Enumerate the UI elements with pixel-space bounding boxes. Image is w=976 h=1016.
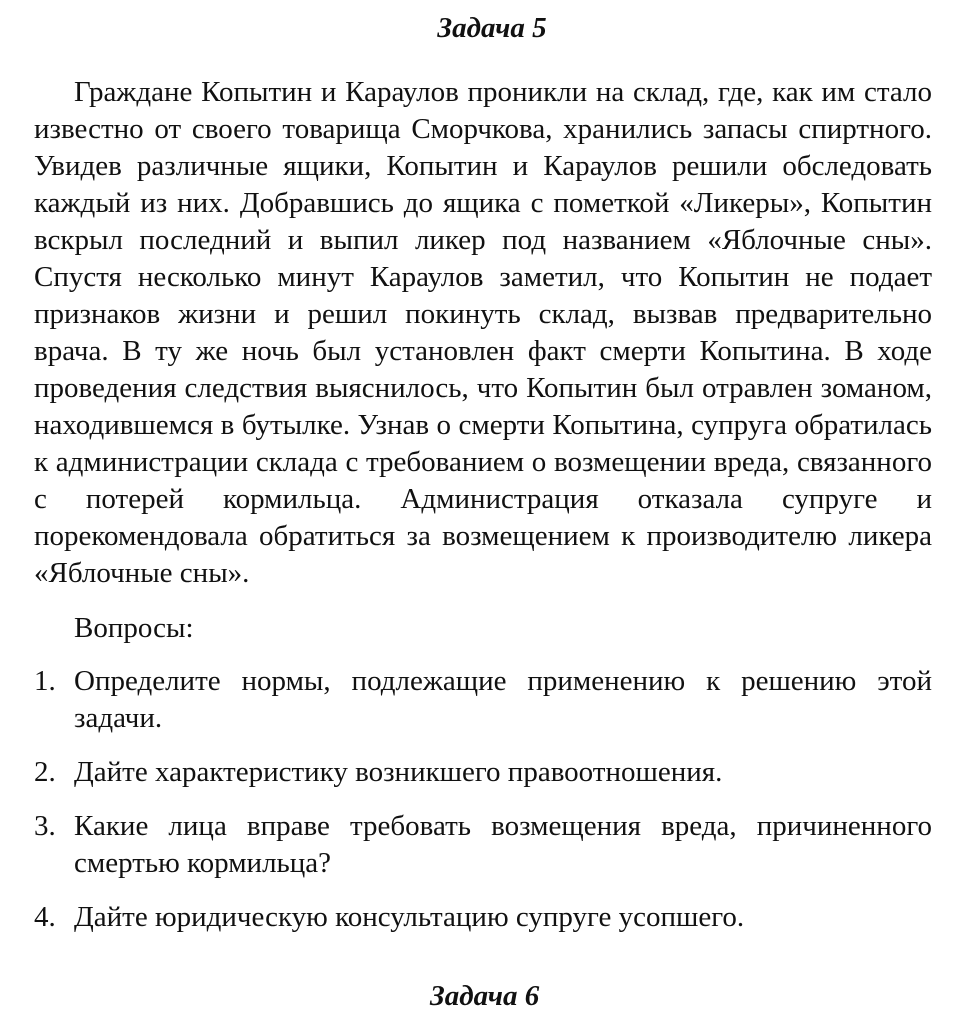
questions-heading: Вопросы: [74,612,194,644]
question-number: 1. [34,665,56,697]
question-number: 2. [34,756,56,788]
question-number: 3. [34,810,56,842]
question-item-2 [34,754,932,791]
questions-list [34,663,932,936]
task-title: Задача 5 [437,12,547,44]
question-text: Определите нормы, подлежащие применению к решению этой задачи. [74,665,932,734]
question-text: Дайте юридическую консультацию супруге усопшего. [74,901,745,933]
next-task-title: Задача 6 [430,980,540,1012]
question-item-3 [34,808,932,882]
question-text: Какие лица вправе требовать возмещения вреда, причиненного смертью кормильца? [74,810,932,879]
question-item-1 [34,663,932,737]
question-item-4 [34,899,932,936]
question-text: Дайте характеристику возникшего правоотношения. [74,756,723,788]
task-text: Граждане Копытин и Караулов проникли на склад, где, как им стало известно от своего товарища Сморчкова, хранились запасы спиртного. Увидев различные ящики, Копытин и Караулов решили обследовать каждый из них. Добравшись до ящика с пометкой «Ликеры», Копытин вскрыл последний и выпил ликер под названием «Яблочные сны». Спустя несколько минут Караулов заметил, что Копытин не подает признаков жизни и решил покинуть склад, вызвав предварительно врача. В ту же ночь был установлен факт смерти Копытина. В ходе проведения следствия выяснилось, что Копытин был отравлен зоманом, находившемся в бутылке. Узнав о смерти Копытина, супруга обратилась к администрации склада с требованием о возмещении вреда, связанного с потерей кормильца. Администрация отказала супруге и порекомендовала обратиться за возмещением к производителю ликера «Яблочные сны». [34,76,932,589]
question-number: 4. [34,901,56,933]
document-page [34,8,932,953]
